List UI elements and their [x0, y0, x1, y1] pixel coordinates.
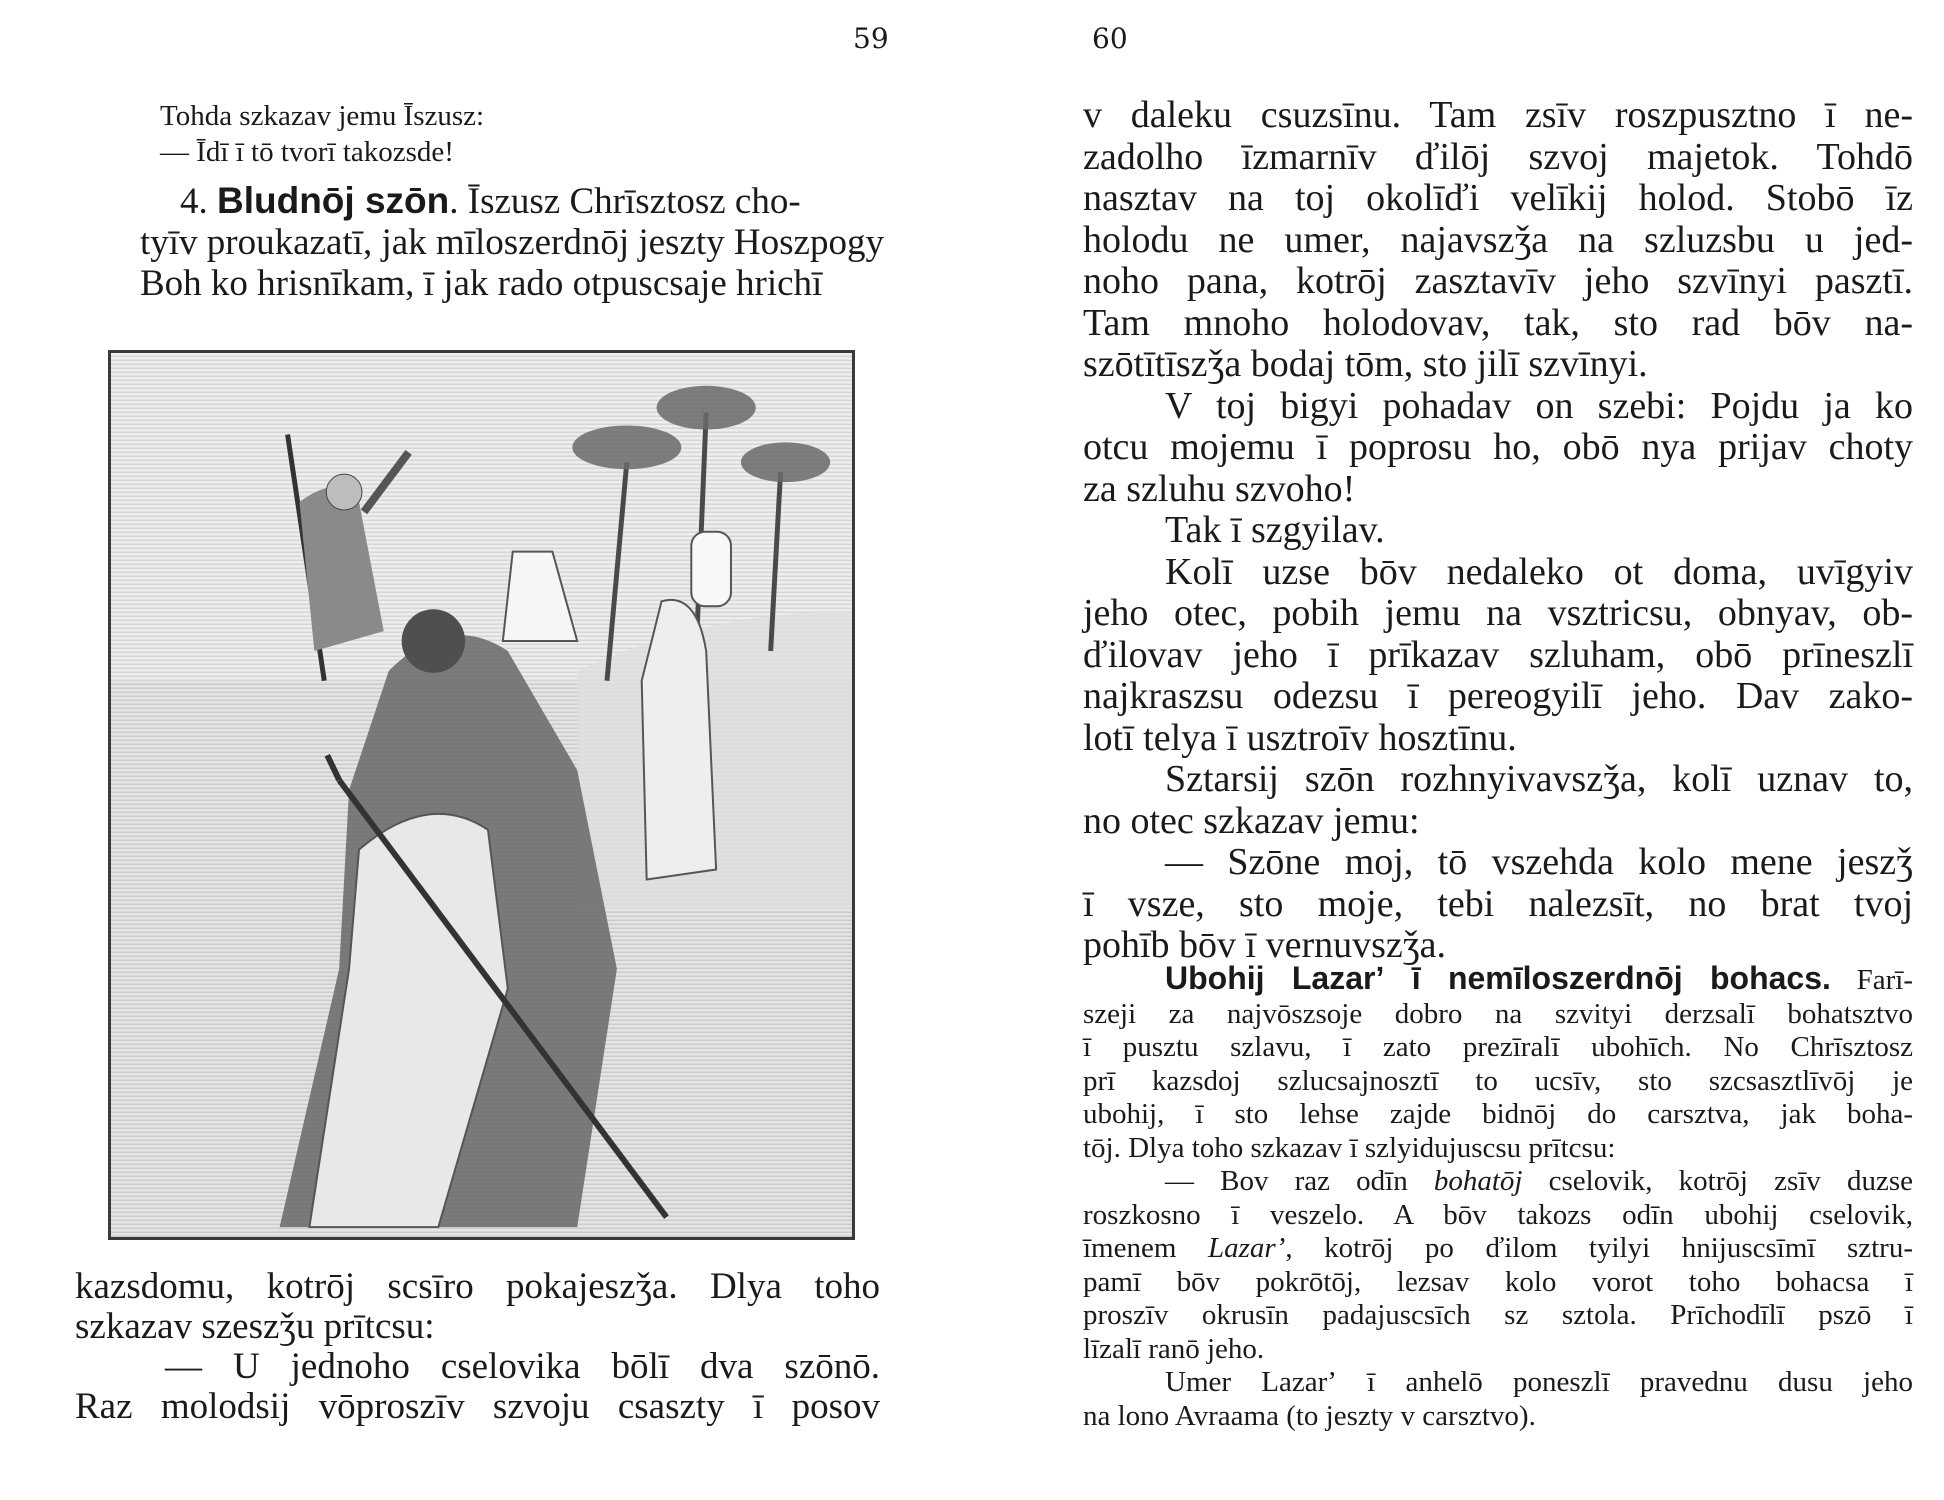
text-line — [1083, 1165, 1913, 1199]
text-line: pohīb bōv ī vernuvszǯa. — [1083, 924, 1447, 966]
text-line: proszīv okrusīn padajuscsīch sz sztola. Prīchodīlī pszō ī — [1083, 1299, 1913, 1331]
section-number: 4. — [180, 181, 208, 222]
text-line: na lono Avraama (to jeszty v carsztvo). — [1083, 1399, 1536, 1432]
left-page-top-text — [140, 98, 900, 304]
text-line — [1083, 1232, 1913, 1266]
text-line: najkraszsu odezsu ī pereogyilī jeho. Dav zako- — [1083, 675, 1913, 717]
text-line: holodu ne umer, najavszǯa na szluzsbu u jed- — [1083, 218, 1913, 261]
text-line: Raz molodsij vōproszīv szvoju csaszty ī posov — [75, 1386, 880, 1427]
text-line: V toj bigyi pohadav on szebi: Pojdu ja ko — [1165, 384, 1913, 427]
text-line: nasztav na toj okolīďi velīkij holod. Stobō īz — [1083, 177, 1913, 219]
section-title: Ubohij Lazarʼ ī nemīloszerdnōj bohacs. — [1165, 960, 1831, 996]
text-line: szeji za najvōszsoje dobro na szvityi derzsalī bohatsztvo — [1083, 997, 1913, 1030]
text-line: — U jednoho cselovika bōlī dva szōnō. — [165, 1346, 880, 1387]
text-line: ďilovav jeho ī prīkazav szluham, obō prīneszlī — [1083, 633, 1913, 676]
text-line: no otec szkazav jemu: — [1083, 799, 1420, 842]
text-line: ī vsze, sto moje, tebi nalezsīt, no brat tvoj — [1083, 882, 1913, 925]
text-fragment: — Bov raz odīn — [1165, 1165, 1434, 1197]
text-fragment: Īszusz Chrīsztosz cho- — [467, 181, 801, 222]
text-line: Tohda szkazav jemu Īszusz: — [160, 100, 485, 132]
text-line: prī kazsdoj szlucsajnosztī to ucsīv, sto szcsasztlīvōj je — [1083, 1064, 1913, 1097]
text-line: pamī bōv pokrōtōj, lezsav kolo vorot toho bohacsa ī — [1083, 1265, 1913, 1298]
page-number-left: 59 — [853, 22, 889, 55]
text-line: — Szōne moj, tō vszehda kolo mene jeszǯ — [1165, 841, 1913, 883]
lazarus-section — [1083, 962, 1913, 1433]
text-fragment: , kotrōj po ďilom tyilyi hnijuscsīmī sztru- — [1285, 1232, 1913, 1264]
text-line: tōj. Dlya toho szkazav ī szlyidujuscsu prītcsu: — [1083, 1131, 1616, 1164]
text-line: jeho otec, pobih jemu na vsztricsu, obnyav, ob- — [1083, 592, 1913, 634]
left-page-bottom-text — [75, 1267, 880, 1427]
text-line: Umer Lazarʼ ī anhelō poneszlī pravednu dusu jeho — [1165, 1366, 1913, 1398]
section-title: Bludnōj szōn — [217, 180, 450, 221]
text-line: ubohij, ī sto lehse zajde bidnōj do carsztva, jak boha- — [1083, 1098, 1913, 1130]
emphasis-text: bohatōj — [1433, 1165, 1523, 1197]
right-page-main-text — [1083, 95, 1913, 967]
text-line: līzalī ranō jeho. — [1083, 1332, 1265, 1365]
text-fragment: īmenem — [1083, 1232, 1208, 1264]
section-heading-line — [160, 180, 880, 222]
text-line: Tam mnoho holodovav, tak, sto rad bōv na- — [1083, 301, 1913, 344]
text-line: tyīv proukazatī, jak mīloszerdnōj jeszty Hoszpogy — [140, 222, 884, 263]
emphasis-text: Lazarʼ — [1207, 1232, 1286, 1264]
page-number-right: 60 — [1092, 22, 1128, 55]
text-line: lotī telya ī usztroīv hosztīnu. — [1083, 716, 1517, 759]
text-line: ī pusztu szlavu, ī zato prezīralī ubohīch. No Chrīsztosz — [1083, 1031, 1913, 1063]
prodigal-son-engraving — [108, 350, 855, 1240]
engraving-illustration-icon — [111, 353, 852, 1237]
section-heading-line — [1083, 962, 1913, 998]
text-line: otcu mojemu ī poprosu ho, obō nya prijav choty — [1083, 426, 1913, 468]
title-punctuation: . — [449, 181, 459, 222]
text-line: szkazav szeszǯu prītcsu: — [75, 1306, 435, 1347]
text-line: Boh ko hrisnīkam, ī jak rado otpuscsaje hrichī — [140, 263, 823, 304]
text-line: roszkosno ī veszelo. A bōv takozs odīn ubohij cselovik, — [1083, 1198, 1913, 1231]
text-line: za szluhu szvoho! — [1083, 467, 1356, 510]
text-fragment: Farī- — [1856, 964, 1914, 996]
text-line: — Īdī ī tō tvorī takozsde! — [160, 136, 454, 168]
text-line: Tak ī szgyilav. — [1165, 509, 1385, 551]
text-line: Sztarsij szōn rozhnyivavszǯa, kolī uznav to, — [1165, 758, 1913, 800]
text-line: szōtītīszǯa bodaj tōm, sto jilī szvīnyi. — [1083, 343, 1648, 385]
text-line: zadolho īzmarnīv ďilōj szvoj majetok. Tohdō — [1083, 135, 1913, 178]
text-fragment: cselovik, kotrōj zsīv duzse — [1522, 1165, 1913, 1197]
text-line: v daleku csuzsīnu. Tam zsīv roszpusztno ī ne- — [1083, 94, 1913, 136]
text-line: kazsdomu, kotrōj scsīro pokajeszǯa. Dlya toho — [75, 1266, 880, 1307]
text-line: Kolī uzse bōv nedaleko ot doma, uvīgyiv — [1165, 550, 1913, 593]
text-line: noho pana, kotrōj zasztavīv jeho szvīnyi pasztī. — [1083, 260, 1913, 302]
